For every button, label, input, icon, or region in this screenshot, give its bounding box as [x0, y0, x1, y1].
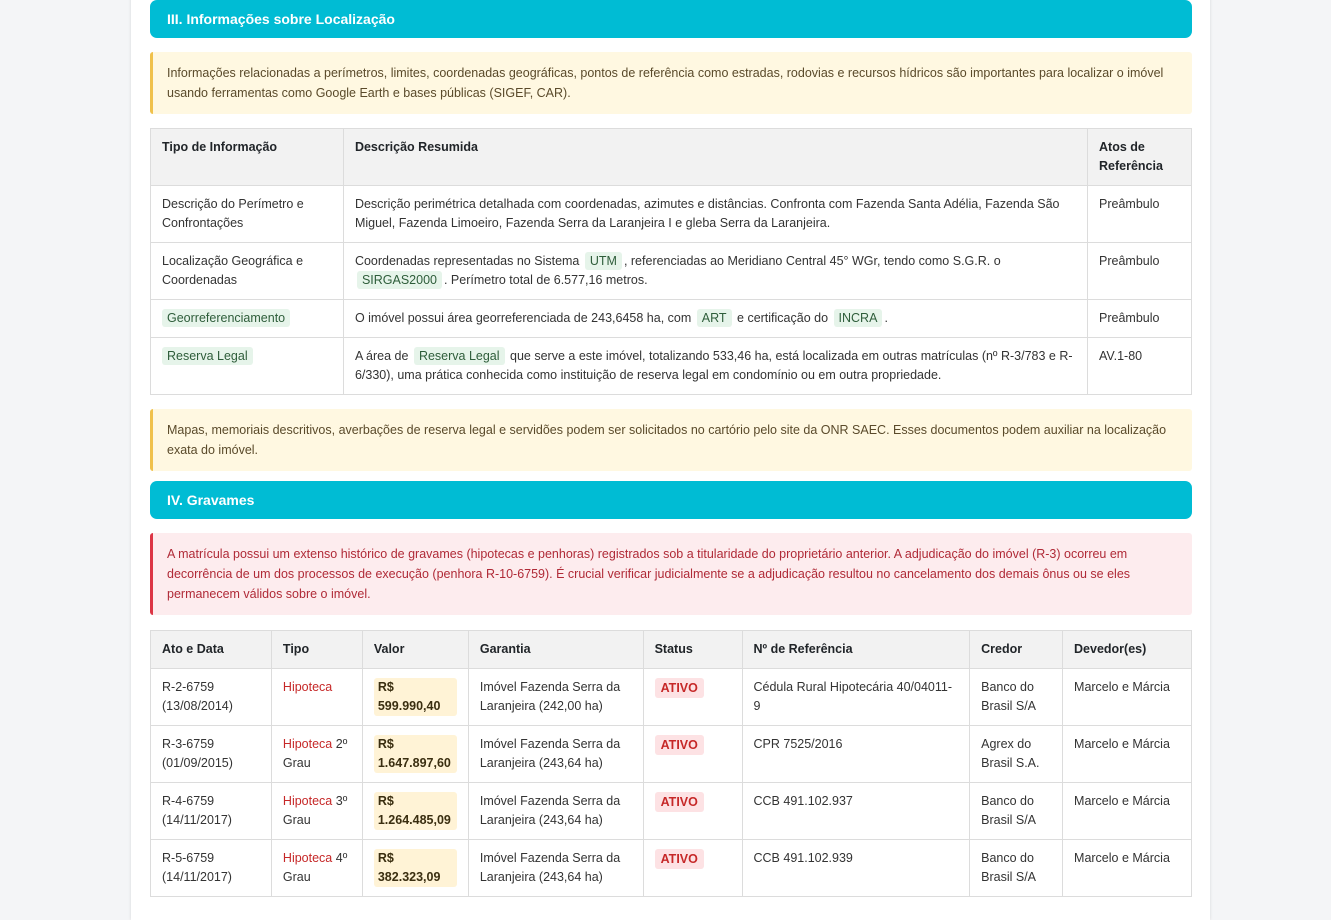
ato-data-cell: [151, 726, 272, 783]
column-header: Garantia: [468, 631, 643, 669]
devedor-cell: Marcelo e Márcia: [1063, 726, 1192, 783]
descricao-text: O imóvel possui área georreferenciada de 243,6458 ha, com: [354, 311, 692, 325]
descricao-cell: [343, 338, 1087, 395]
report-page: [131, 0, 1210, 920]
localizacao-table: [150, 128, 1192, 395]
table-row: [151, 300, 1192, 338]
tipo-text: Hipoteca: [282, 680, 333, 694]
valor-badge: R$ 599.990,40: [374, 678, 457, 716]
keyword-tag: Reserva Legal: [162, 347, 253, 365]
gravames-table-body: [151, 669, 1192, 897]
status-badge: ATIVO: [655, 792, 704, 812]
table-row: [151, 726, 1192, 783]
status-badge: ATIVO: [655, 678, 704, 698]
tipo-cell: [271, 726, 362, 783]
ato-data-cell: [151, 783, 272, 840]
credor-cell: Banco do Brasil S/A: [970, 669, 1063, 726]
ato-text: R-2-6759: [162, 680, 215, 694]
info-alert-localizacao: Informações relacionadas a perímetros, limites, coordenadas geográficas, pontos de referência como estradas, rodovias e recursos hídricos são importantes para localizar o imóvel usando ferramentas como Google Earth e bases públicas (SIGEF, CAR).: [150, 52, 1192, 114]
keyword-tag: ART: [697, 309, 732, 327]
descricao-cell: Descrição perimétrica detalhada com coordenadas, azimutes e distâncias. Confronta com Fazenda Santa Adélia, Fazenda São Miguel, Fazenda Limoeiro, Fazenda Serra da Laranjeira I e gleba Serra da Laranjeira.: [343, 186, 1087, 243]
tipo-cell: [271, 783, 362, 840]
descricao-cell: [343, 300, 1087, 338]
ato-text: R-5-6759: [162, 851, 215, 865]
valor-cell: [362, 840, 468, 897]
column-header: Status: [643, 631, 742, 669]
grau-text: 3º Grau: [282, 794, 348, 827]
referencia-cell: CCB 491.102.939: [742, 840, 970, 897]
tipo-cell: [151, 338, 344, 395]
column-header: Ato e Data: [151, 631, 272, 669]
column-header: Tipo: [271, 631, 362, 669]
data-text: (01/09/2015): [162, 756, 233, 770]
atos-cell: AV.1-80: [1088, 338, 1192, 395]
tipo-cell: [271, 840, 362, 897]
referencia-cell: CCB 491.102.937: [742, 783, 970, 840]
ato-text: R-4-6759: [162, 794, 215, 808]
warning-alert-gravames: A matrícula possui um extenso histórico de gravames (hipotecas e penhoras) registrados sob a titularidade do proprietário anterior. A adjudicação do imóvel (R-3) ocorreu em decorrência de um dos processos de execução (penhora R-10-6759). É crucial verificar judicialmente se a adjudicação resultou no cancelamento dos demais ônus ou se eles permanecem válidos sobre o imóvel.: [150, 533, 1192, 615]
status-cell: [643, 783, 742, 840]
atos-cell: Preâmbulo: [1088, 300, 1192, 338]
keyword-tag: INCRA: [834, 309, 883, 327]
referencia-cell: CPR 7525/2016: [742, 726, 970, 783]
status-cell: [643, 840, 742, 897]
table-row: [151, 840, 1192, 897]
section-header-gravames: IV. Gravames: [150, 481, 1192, 519]
keyword-tag: UTM: [585, 252, 622, 270]
valor-badge: R$ 1.264.485,09: [374, 792, 457, 830]
status-badge: ATIVO: [655, 735, 704, 755]
tipo-text: Hipoteca: [282, 794, 333, 808]
garantia-cell: Imóvel Fazenda Serra da Laranjeira (243,64 ha): [468, 840, 643, 897]
status-badge: ATIVO: [655, 849, 704, 869]
valor-badge: R$ 382.323,09: [374, 849, 457, 887]
tipo-cell: [271, 669, 362, 726]
column-header: Devedor(es): [1063, 631, 1192, 669]
garantia-cell: Imóvel Fazenda Serra da Laranjeira (242,00 ha): [468, 669, 643, 726]
section-header-localizacao: III. Informações sobre Localização: [150, 0, 1192, 38]
tipo-cell: Descrição do Perímetro e Confrontações: [151, 186, 344, 243]
table-header-row: [151, 129, 1192, 186]
credor-cell: Banco do Brasil S/A: [970, 783, 1063, 840]
column-header: Valor: [362, 631, 468, 669]
keyword-tag: Georreferenciamento: [162, 309, 290, 327]
descricao-text: A área de: [354, 349, 409, 363]
gravames-table: [150, 630, 1192, 897]
info-alert-documentos: Mapas, memoriais descritivos, averbações de reserva legal e servidões podem ser solicitados no cartório pelo site da ONR SAEC. Esses documentos podem auxiliar na localização exata do imóvel.: [150, 409, 1192, 471]
grau-text: 2º Grau: [282, 737, 348, 770]
valor-cell: [362, 726, 468, 783]
keyword-tag: Reserva Legal: [414, 347, 505, 365]
atos-cell: Preâmbulo: [1088, 186, 1192, 243]
table-row: [151, 338, 1192, 395]
tipo-text: Hipoteca: [282, 851, 333, 865]
garantia-cell: Imóvel Fazenda Serra da Laranjeira (243,64 ha): [468, 783, 643, 840]
ato-data-cell: [151, 669, 272, 726]
descricao-text: Coordenadas representadas no Sistema: [354, 254, 580, 268]
status-cell: [643, 669, 742, 726]
valor-cell: [362, 669, 468, 726]
table-row: [151, 669, 1192, 726]
tipo-text: Hipoteca: [282, 737, 333, 751]
table-row: [151, 783, 1192, 840]
table-row: [151, 243, 1192, 300]
ato-text: R-3-6759: [162, 737, 215, 751]
column-header: Nº de Referência: [742, 631, 970, 669]
data-text: (13/08/2014): [162, 699, 233, 713]
descricao-text: .: [884, 311, 888, 325]
devedor-cell: Marcelo e Márcia: [1063, 669, 1192, 726]
column-header: Credor: [970, 631, 1063, 669]
atos-cell: Preâmbulo: [1088, 243, 1192, 300]
data-text: (14/11/2017): [162, 813, 232, 827]
descricao-text: e certificação do: [737, 311, 829, 325]
referencia-cell: Cédula Rural Hipotecária 40/04011-9: [742, 669, 970, 726]
data-text: (14/11/2017): [162, 870, 232, 884]
descricao-text: . Perímetro total de 6.577,16 metros.: [443, 273, 648, 287]
descricao-cell: [343, 243, 1087, 300]
table-header-row: [151, 631, 1192, 669]
devedor-cell: Marcelo e Márcia: [1063, 783, 1192, 840]
descricao-text: , referenciadas ao Meridiano Central 45° WGr, tendo como S.G.R. o: [623, 254, 1001, 268]
ato-data-cell: [151, 840, 272, 897]
tipo-cell: [151, 300, 344, 338]
section-gravames: [150, 481, 1192, 897]
valor-cell: [362, 783, 468, 840]
status-cell: [643, 726, 742, 783]
keyword-tag: SIRGAS2000: [357, 271, 442, 289]
credor-cell: Banco do Brasil S/A: [970, 840, 1063, 897]
table-row: [151, 186, 1192, 243]
devedor-cell: Marcelo e Márcia: [1063, 840, 1192, 897]
column-header: Atos de Referência: [1088, 129, 1192, 186]
descricao-text: que serve a este imóvel, totalizando 533,46 ha, está localizada em outras matrículas (nº R-3/783 e R-6/330), uma prática conhecida como instituição de reserva legal em condomínio ou em outra propriedade.: [354, 349, 1073, 382]
credor-cell: Agrex do Brasil S.A.: [970, 726, 1063, 783]
garantia-cell: Imóvel Fazenda Serra da Laranjeira (243,64 ha): [468, 726, 643, 783]
valor-badge: R$ 1.647.897,60: [374, 735, 457, 773]
column-header: Descrição Resumida: [343, 129, 1087, 186]
column-header: Tipo de Informação: [151, 129, 344, 186]
grau-text: 4º Grau: [282, 851, 348, 884]
section-localizacao: [150, 0, 1192, 471]
tipo-cell: Localização Geográfica e Coordenadas: [151, 243, 344, 300]
